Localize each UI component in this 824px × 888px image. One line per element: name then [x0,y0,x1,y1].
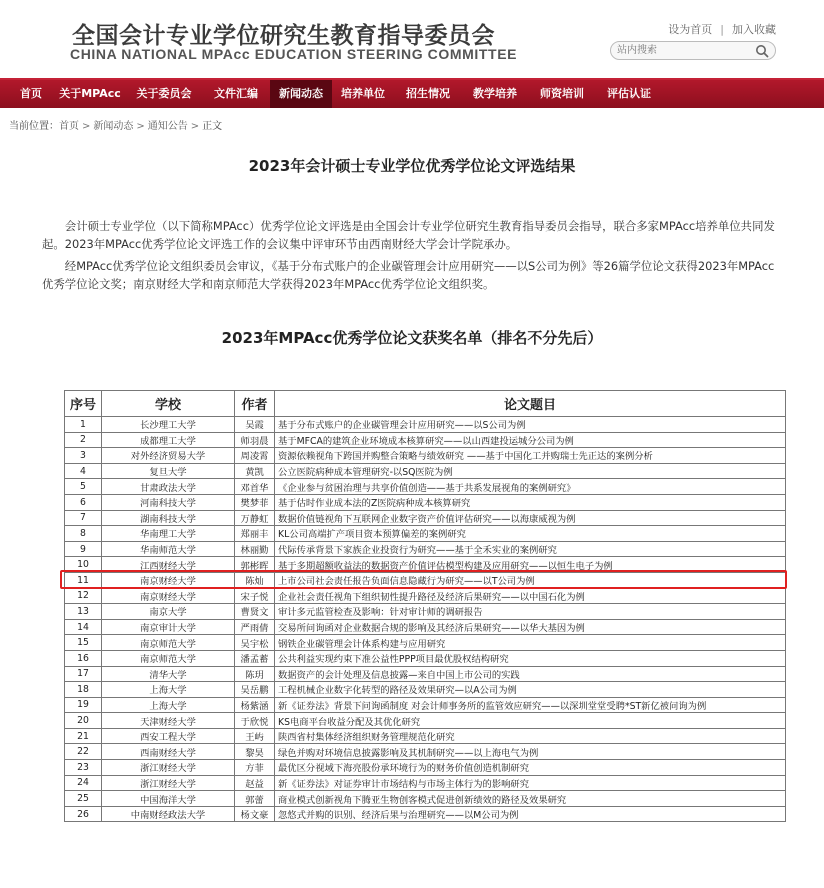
table-row [65,541,786,557]
row-number: 24 [65,775,102,791]
row-number: 2 [65,432,102,448]
row-author: 潘孟蓄 [235,650,275,666]
table-row [65,682,786,698]
nav-item-documents[interactable]: 文件汇编 [214,87,258,100]
table-row [65,806,786,822]
row-author: 吴宇松 [235,635,275,651]
site-title-cn[interactable]: 全国会计专业学位研究生教育指导委员会 [72,23,495,49]
nav-item-news[interactable]: 新闻动态 [270,80,332,108]
row-thesis-title: 资源依赖视角下跨国并购整合策略与绩效研究 ——基于中国化工并购瑞士先正达的案例分析 [275,448,786,464]
row-author: 万静虹 [235,510,275,526]
row-author: 杨文豪 [235,806,275,822]
row-author: 赵益 [235,775,275,791]
table-row [65,791,786,807]
table-row [65,432,786,448]
table-row [65,635,786,651]
row-thesis-title: 《企业参与贫困治理与共享价值创造——基于共系发展视角的案例研究》 [275,479,786,495]
row-thesis-title: 上市公司社会责任报告负面信息隐藏行为研究——以T公司为例 [275,572,786,588]
row-author: 周凌霄 [235,448,275,464]
row-author: 王屿 [235,728,275,744]
search-input[interactable] [617,43,747,58]
row-number: 19 [65,697,102,713]
table-row [65,526,786,542]
row-author: 宋子悦 [235,588,275,604]
row-number: 5 [65,479,102,495]
row-school: 南京大学 [102,604,235,620]
table-row [65,572,786,588]
row-author: 方菲 [235,760,275,776]
row-school: 中南财经政法大学 [102,806,235,822]
search-icon[interactable] [755,44,769,58]
row-school: 西安工程大学 [102,728,235,744]
row-number: 4 [65,463,102,479]
row-school: 南京财经大学 [102,572,235,588]
row-number: 25 [65,791,102,807]
row-school: 中国海洋大学 [102,791,235,807]
main-nav [0,78,824,108]
row-number: 12 [65,588,102,604]
row-school: 天津财经大学 [102,713,235,729]
article-title: 2023年会计硕士专业学位优秀学位论文评选结果 [248,157,576,175]
row-school: 南京师范大学 [102,650,235,666]
row-author: 林丽勤 [235,541,275,557]
row-school: 清华大学 [102,666,235,682]
row-thesis-title: 新《证券法》对证券审计市场结构与市场主体行为的影响研究 [275,775,786,791]
row-thesis-title: 代际传承背景下家族企业投资行为研究——基于全禾实业的案例研究 [275,541,786,557]
header-no: 序号 [65,391,102,417]
award-table [64,390,786,822]
row-author: 黄凯 [235,463,275,479]
row-author: 于欣悦 [235,713,275,729]
breadcrumb-current: 正文 [202,121,223,132]
nav-item-home[interactable]: 首页 [20,87,42,100]
row-author: 陈灿 [235,572,275,588]
top-links-separator: | [720,23,724,36]
row-author: 吴霞 [235,417,275,433]
table-row [65,510,786,526]
row-number: 11 [65,572,102,588]
row-school: 华南理工大学 [102,526,235,542]
row-number: 9 [65,541,102,557]
row-school: 甘肃政法大学 [102,479,235,495]
breadcrumb-news[interactable]: 新闻动态 [93,121,134,132]
row-number: 1 [65,417,102,433]
breadcrumb [9,117,222,132]
nav-item-training-units[interactable]: 培养单位 [341,87,385,100]
row-author: 师羽晨 [235,432,275,448]
add-favorite-link[interactable]: 加入收藏 [732,23,776,36]
row-school: 浙江财经大学 [102,760,235,776]
row-author: 曹贤文 [235,604,275,620]
row-school: 江西财经大学 [102,557,235,573]
row-school: 华南师范大学 [102,541,235,557]
row-number: 20 [65,713,102,729]
nav-item-accreditation[interactable]: 评估认证 [607,87,651,100]
table-body [65,417,786,822]
row-thesis-title: 数据资产的会计处理及信息披露—来自中国上市公司的实践 [275,666,786,682]
table-row [65,713,786,729]
row-author: 樊梦菲 [235,494,275,510]
row-author: 郭蕾 [235,791,275,807]
row-school: 上海大学 [102,682,235,698]
award-table-wrap [64,390,785,822]
row-number: 16 [65,650,102,666]
row-school: 上海大学 [102,697,235,713]
row-thesis-title: 基于MFCA的建筑企业环境成本核算研究——以山西建投运城分公司为例 [275,432,786,448]
row-school: 南京财经大学 [102,588,235,604]
row-school: 长沙理工大学 [102,417,235,433]
row-number: 26 [65,806,102,822]
nav-item-about-mpacc[interactable]: 关于MPAcc [59,87,121,100]
header-author: 作者 [235,391,275,417]
row-thesis-title: KS电商平台收益分配及其优化研究 [275,713,786,729]
row-thesis-title: 基于估时作业成本法的Z医院病种成本核算研究 [275,494,786,510]
row-school: 浙江财经大学 [102,775,235,791]
row-school: 对外经济贸易大学 [102,448,235,464]
table-row [65,760,786,776]
row-thesis-title: 企业社会责任视角下组织韧性提升路径及经济后果研究——以中国石化为例 [275,588,786,604]
row-author: 郭彬晖 [235,557,275,573]
site-title-en[interactable]: CHINA NATIONAL MPAcc EDUCATION STEERING COMMITTEE [70,46,518,62]
table-header-row [65,391,786,417]
row-school: 南京审计大学 [102,619,235,635]
row-number: 14 [65,619,102,635]
row-author: 吴岳鹏 [235,682,275,698]
row-thesis-title: 绿色并购对环境信息披露影响及其机制研究——以上海电气为例 [275,744,786,760]
breadcrumb-arrow: > [190,121,200,132]
row-thesis-title: 交易所问询函对企业数据合规的影响及其经济后果研究——以华大基因为例 [275,619,786,635]
breadcrumb-prefix: 当前位置： [9,121,59,132]
table-row [65,697,786,713]
award-list-title: 2023年MPAcc优秀学位论文获奖名单（排名不分先后） [221,329,603,347]
table-row [65,650,786,666]
article-paragraph-2: 经MPAcc优秀学位论文组织委员会审议，《基于分布式账户的企业碳管理会计应用研究——以S公司为例》等26篇学位论文获得2023年MPAcc优秀学位论文奖；南京财经大学和南京师范大学获得2023年MPAcc优秀学位论文组织奖。 [42,259,775,291]
nav-item-teaching[interactable]: 教学培养 [473,87,517,100]
row-number: 6 [65,494,102,510]
site-header [0,0,824,78]
header-title: 论文题目 [275,391,786,417]
table-row [65,463,786,479]
row-school: 河南科技大学 [102,494,235,510]
row-thesis-title: KL公司高端扩产项目资本预算偏差的案例研究 [275,526,786,542]
nav-item-admissions[interactable]: 招生情况 [406,87,450,100]
row-thesis-title: 新《证券法》背景下问询函制度 对会计师事务所的监管效应研究——以深圳堂堂受聘*ST新亿被问询为例 [275,697,786,713]
top-links [668,21,776,37]
row-number: 3 [65,448,102,464]
row-school: 湖南科技大学 [102,510,235,526]
table-row [65,417,786,433]
table-row [65,619,786,635]
row-thesis-title: 最优区分视域下海亮股份承环境行为的财务价值创造机制研究 [275,760,786,776]
row-number: 13 [65,604,102,620]
search-box [610,41,776,60]
row-thesis-title: 基于分布式账户的企业碳管理会计应用研究——以S公司为例 [275,417,786,433]
table-row [65,479,786,495]
breadcrumb-home[interactable]: 首页 [59,121,79,132]
row-author: 严雨倩 [235,619,275,635]
row-thesis-title: 审计多元监管检查及影响：针对审计师的调研报告 [275,604,786,620]
row-school: 复旦大学 [102,463,235,479]
table-row [65,775,786,791]
row-thesis-title: 钢铁企业碳管理会计体系构建与应用研究 [275,635,786,651]
row-number: 21 [65,728,102,744]
row-thesis-title: 基于多期超额收益法的数据资产价值评估模型构建及应用研究——以恒生电子为例 [275,557,786,573]
row-thesis-title: 陕西省村集体经济组织财务管理规范化研究 [275,728,786,744]
set-home-link[interactable]: 设为首页 [668,23,713,36]
breadcrumb-arrow: > [82,121,91,132]
table-row [65,604,786,620]
row-thesis-title: 商业模式创新视角下腾亚生物创客模式促进创新绩效的路径及效果研究 [275,791,786,807]
table-row [65,557,786,573]
breadcrumb-notices[interactable]: 通知公告 [147,121,188,132]
row-school: 成都理工大学 [102,432,235,448]
row-thesis-title: 公共利益实现约束下准公益性PPP项目最优股权结构研究 [275,650,786,666]
row-number: 8 [65,526,102,542]
article-paragraph-1: 会计硕士专业学位（以下简称MPAcc）优秀学位论文评选是由全国会计专业学位研究生教育指导委员会指导，联合多家MPAcc培养单位共同发起。2023年MPAcc优秀学位论文评选工作的会议集中评审环节由西南财经大学会计学院承办。 [42,219,775,251]
row-school: 西南财经大学 [102,744,235,760]
row-number: 18 [65,682,102,698]
row-number: 7 [65,510,102,526]
table-row [65,744,786,760]
table-row [65,666,786,682]
row-number: 22 [65,744,102,760]
table-row [65,728,786,744]
row-thesis-title: 工程机械企业数字化转型的路径及效果研究—以A公司为例 [275,682,786,698]
row-author: 陈玥 [235,666,275,682]
row-number: 17 [65,666,102,682]
row-number: 15 [65,635,102,651]
row-number: 10 [65,557,102,573]
table-row [65,448,786,464]
row-number: 23 [65,760,102,776]
table-row [65,494,786,510]
nav-item-about-committee[interactable]: 关于委员会 [136,87,192,100]
row-school: 南京师范大学 [102,635,235,651]
row-author: 邓首华 [235,479,275,495]
table-row [65,588,786,604]
row-author: 黎昊 [235,744,275,760]
row-thesis-title: 数据价值链视角下互联网企业数字资产价值评估研究——以海康威视为例 [275,510,786,526]
row-thesis-title: 公立医院病种成本管理研究-以SQ医院为例 [275,463,786,479]
header-school: 学校 [102,391,235,417]
breadcrumb-arrow: > [136,121,145,132]
row-author: 郑丽丰 [235,526,275,542]
row-author: 杨紫涵 [235,697,275,713]
nav-item-faculty-training[interactable]: 师资培训 [540,87,584,100]
row-thesis-title: 忽悠式并购的识别、经济后果与治理研究——以M公司为例 [275,806,786,822]
